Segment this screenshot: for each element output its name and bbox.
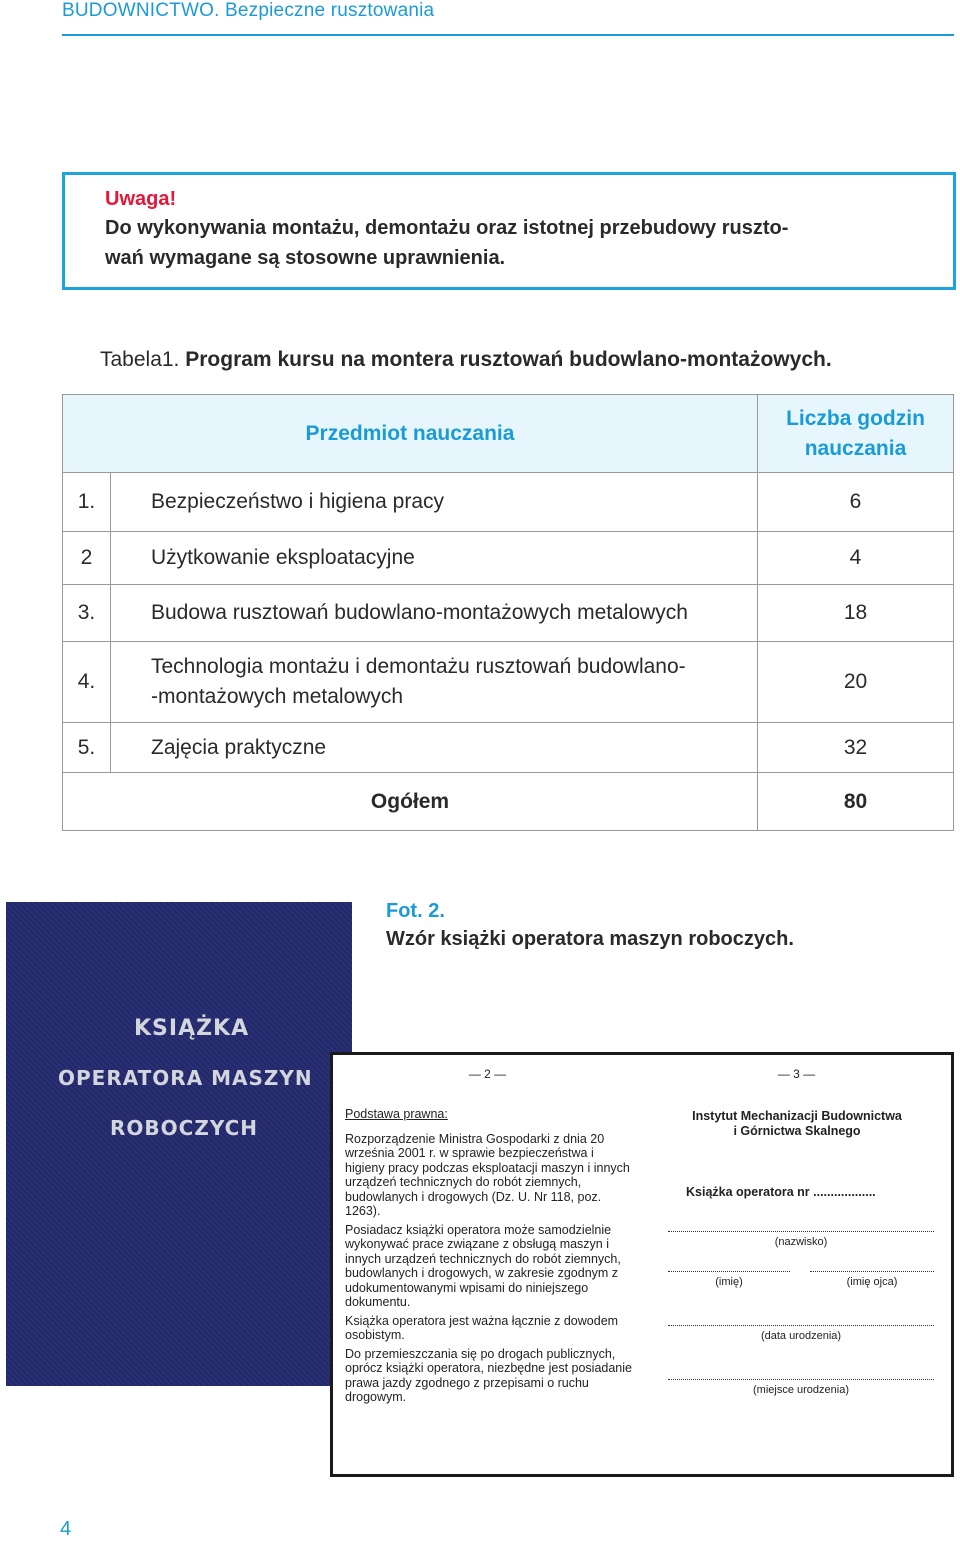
basis-paragraph-1: Rozporządzenie Ministra Gospodarki z dnia 20 września 2001 r. w sprawie bezpieczeństwa i higieny pracy podczas eksploatacji maszyn i innych urządzeń technicznych do robót ziemnych, budowlanych i drogowych (Dz. U. Nr 118, poz. 1263). (345, 1131, 630, 1218)
cover-title-line-2: OPERATORA MASZYN (58, 1066, 313, 1090)
basis-paragraph-4: Do przemieszczania się po drogach publicznych, oprócz książki operatora, niezbędne jest posiadanie prawa jazdy zgodnego z przepisami o ruchu drogowym. (345, 1346, 632, 1404)
booklet-cover-photo (6, 902, 352, 1386)
cover-title-line-3: ROBOCZYCH (110, 1116, 259, 1140)
booklet-left-text (345, 1107, 635, 1409)
label-dob: (data urodzenia) (760, 1330, 842, 1342)
basis-paragraph-2: Posiadacz książki operatora może samodzielnie wykonywać prace związane z obsługą maszyn i innych urządzeń technicznych do robót ziemnych, budowlanych i drogowych, w zakresie zgodnym z udokumentowanymi wpisami do niniejszego dokumentu. (345, 1222, 621, 1309)
header-hours (758, 395, 954, 473)
table-caption-label: Tabela1. (100, 348, 180, 371)
basis-title: Podstawa prawna: (345, 1107, 448, 1121)
table-total-row (63, 773, 954, 831)
table-row (63, 642, 954, 723)
booklet-page-right (642, 1055, 951, 1474)
total-hours: 80 (758, 773, 954, 831)
row-subject: Użytkowanie eksploatacyjne (111, 532, 758, 585)
row-number: 1. (63, 473, 111, 532)
row-number: 5. (63, 723, 111, 773)
row-subject (111, 642, 758, 723)
booklet-page-number-left: — 2 — (468, 1067, 507, 1081)
warning-line-1: Do wykonywania montażu, demontażu oraz istotnej przebudowy ruszto- (105, 217, 789, 239)
row-number: 3. (63, 585, 111, 642)
row-number: 4. (63, 642, 111, 723)
header-rule (62, 34, 954, 36)
row-hours: 20 (758, 642, 954, 723)
warning-line-2: wań wymagane są stosowne uprawnienia. (105, 247, 506, 269)
total-label: Ogółem (63, 773, 758, 831)
row-hours: 6 (758, 473, 954, 532)
row-subject: Budowa rusztowań budowlano-montażowych metalowych (111, 585, 758, 642)
table-row (63, 532, 954, 585)
warning-heading: Uwaga! (105, 188, 177, 210)
table-row (63, 473, 954, 532)
institute-line-2: i Górnictwa Skalnego (733, 1124, 861, 1138)
page-number: 4 (60, 1518, 72, 1540)
fill-line-dob (668, 1325, 934, 1326)
course-table (62, 394, 954, 831)
table-caption-title: Program kursu na montera rusztowań budowlano-montażowych. (185, 348, 832, 371)
booklet-page-left (333, 1055, 642, 1474)
institute-line-1: Instytut Mechanizacji Budownictwa (692, 1109, 902, 1123)
header-hours-line-2: nauczania (804, 436, 907, 460)
row-hours: 4 (758, 532, 954, 585)
table-caption (100, 348, 832, 372)
photo-description: Wzór książki operatora maszyn roboczych. (386, 928, 794, 950)
row-subject-line-2: -montażowych metalowych (151, 685, 404, 708)
cover-title-line-1: KSIĄŻKA (134, 1016, 250, 1041)
row-hours: 32 (758, 723, 954, 773)
booklet-open-spread (330, 1052, 954, 1477)
basis-paragraph-3: Książka operatora jest ważna łącznie z dowodem osobistym. (345, 1313, 619, 1342)
warning-box (62, 172, 956, 290)
label-surname: (nazwisko) (774, 1236, 828, 1248)
fill-line-father (810, 1271, 934, 1272)
table-header-row (63, 395, 954, 473)
row-subject: Zajęcia praktyczne (111, 723, 758, 773)
label-name: (imię) (715, 1276, 743, 1288)
photo-caption (386, 898, 926, 954)
table-row (63, 723, 954, 773)
table-row (63, 585, 954, 642)
row-subject: Bezpieczeństwo i higiena pracy (111, 473, 758, 532)
book-number: Książka operatora nr .................. (686, 1185, 876, 1199)
running-header: BUDOWNICTWO. Bezpieczne rusztowania (62, 0, 435, 21)
label-father: (imię ojca) (846, 1276, 898, 1288)
row-subject-line-1: Technologia montażu i demontażu rusztowań budowlano- (151, 655, 686, 678)
label-pob: (miejsce urodzenia) (753, 1384, 849, 1396)
header-hours-line-1: Liczba godzin (786, 406, 925, 430)
warning-content (105, 185, 925, 273)
photo-label: Fot. 2. (386, 900, 445, 922)
booklet-page-number-right: — 3 — (777, 1067, 816, 1081)
header-subject: Przedmiot nauczania (63, 395, 758, 473)
row-number: 2 (63, 532, 111, 585)
row-hours: 18 (758, 585, 954, 642)
fill-line-surname (668, 1231, 934, 1232)
fill-line-name (668, 1271, 790, 1272)
fill-line-pob (668, 1379, 934, 1380)
